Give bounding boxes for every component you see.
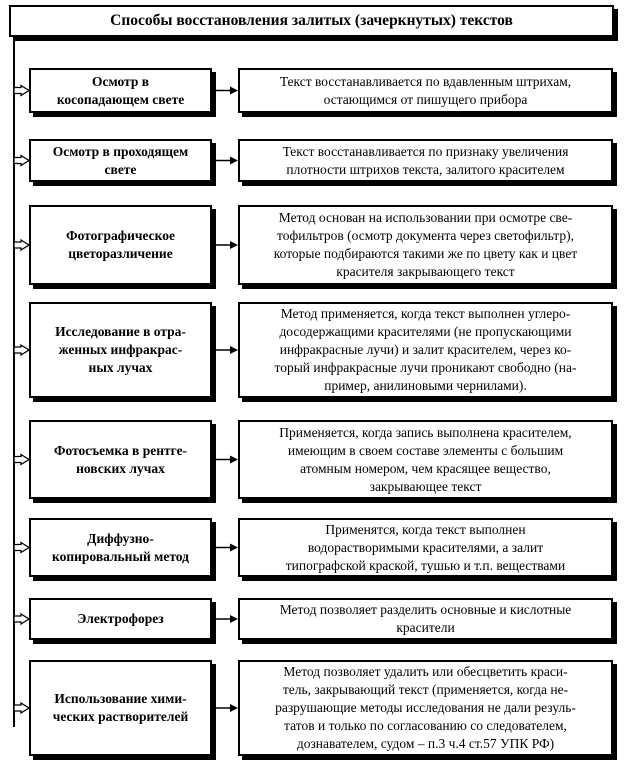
- method-box-transmitted-light: Осмотр в проходящем свете: [29, 139, 212, 182]
- description-box-infrared: Метод применяется, когда текст выполнен углеро- досодержащими красителями (не пропускающими инфракрасные лучи) и залит красителем, через ко- торый инфракрасные лучи проникают свободно (на- пример, анилиновыми чернилами).: [238, 302, 613, 398]
- trunk-arrow-2: [14, 240, 29, 250]
- method-to-description-arrow-6-head: [230, 615, 238, 623]
- method-to-description-arrow-7-head: [230, 704, 238, 712]
- description-box-photo-color-separation: Метод основан на использовании при осмотре све- тофильтров (осмотр документа через светофильтр), которые подбираются такими же по цвету как и цвет красителя закрывающего текст: [238, 205, 613, 285]
- description-box-transmitted-light: Текст восстанавливается по признаку увеличения плотности штрихов текста, залитого красителем: [238, 139, 613, 182]
- diagram-title: Способы восстановления залитых (зачеркнутых) текстов: [9, 5, 614, 37]
- method-box-photo-color-separation: Фотографическое цветоразличение: [29, 205, 212, 285]
- method-to-description-arrow-5-head: [230, 544, 238, 552]
- trunk-arrow-3: [14, 345, 29, 355]
- method-box-infrared: Исследование в отра- женных инфракрас- ных лучах: [29, 302, 212, 398]
- trunk-arrow-4: [14, 455, 29, 465]
- method-box-xray: Фотосъемка в рентге- новских лучах: [29, 420, 212, 499]
- trunk-arrow-6: [14, 614, 29, 624]
- method-to-description-arrow-0-head: [230, 87, 238, 95]
- method-box-electrophoresis: Электрофорез: [29, 598, 212, 640]
- method-box-chemical-solvents: Использование хими- ческих растворителей: [29, 660, 212, 756]
- trunk-arrow-5: [14, 543, 29, 553]
- description-box-chemical-solvents: Метод позволяет удалить или обесцветить краси- тель, закрывающий текст (применяется, когда не- разрушающие методы исследования не дали резуль- татов и только по согласованию со следователем, дознавателем, судом – п.3 ч.4 ст.57 УПК РФ): [238, 660, 613, 756]
- trunk-arrow-0: [14, 86, 29, 96]
- method-to-description-arrow-1-head: [230, 157, 238, 165]
- trunk-arrow-1: [14, 156, 29, 166]
- method-to-description-arrow-3-head: [230, 346, 238, 354]
- description-box-oblique-light: Текст восстанавливается по вдавленным штрихам, остающимся от пишущего прибора: [238, 68, 613, 113]
- trunk-arrow-7: [14, 703, 29, 713]
- description-box-electrophoresis: Метод позволяет разделить основные и кислотные красители: [238, 598, 613, 640]
- method-box-oblique-light: Осмотр в косопадающем свете: [29, 68, 212, 113]
- method-to-description-arrow-2-head: [230, 241, 238, 249]
- description-box-xray: Применяется, когда запись выполнена красителем, имеющим в своем составе элементы с большим атомным номером, чем красящее вещество, закрывающее текст: [238, 420, 613, 499]
- description-box-diffusion-copying: Применятся, когда текст выполнен водорастворимыми красителями, а залит типографской краской, тушью и т.п. веществами: [238, 518, 613, 577]
- method-to-description-arrow-4-head: [230, 456, 238, 464]
- method-box-diffusion-copying: Диффузно- копировальный метод: [29, 518, 212, 577]
